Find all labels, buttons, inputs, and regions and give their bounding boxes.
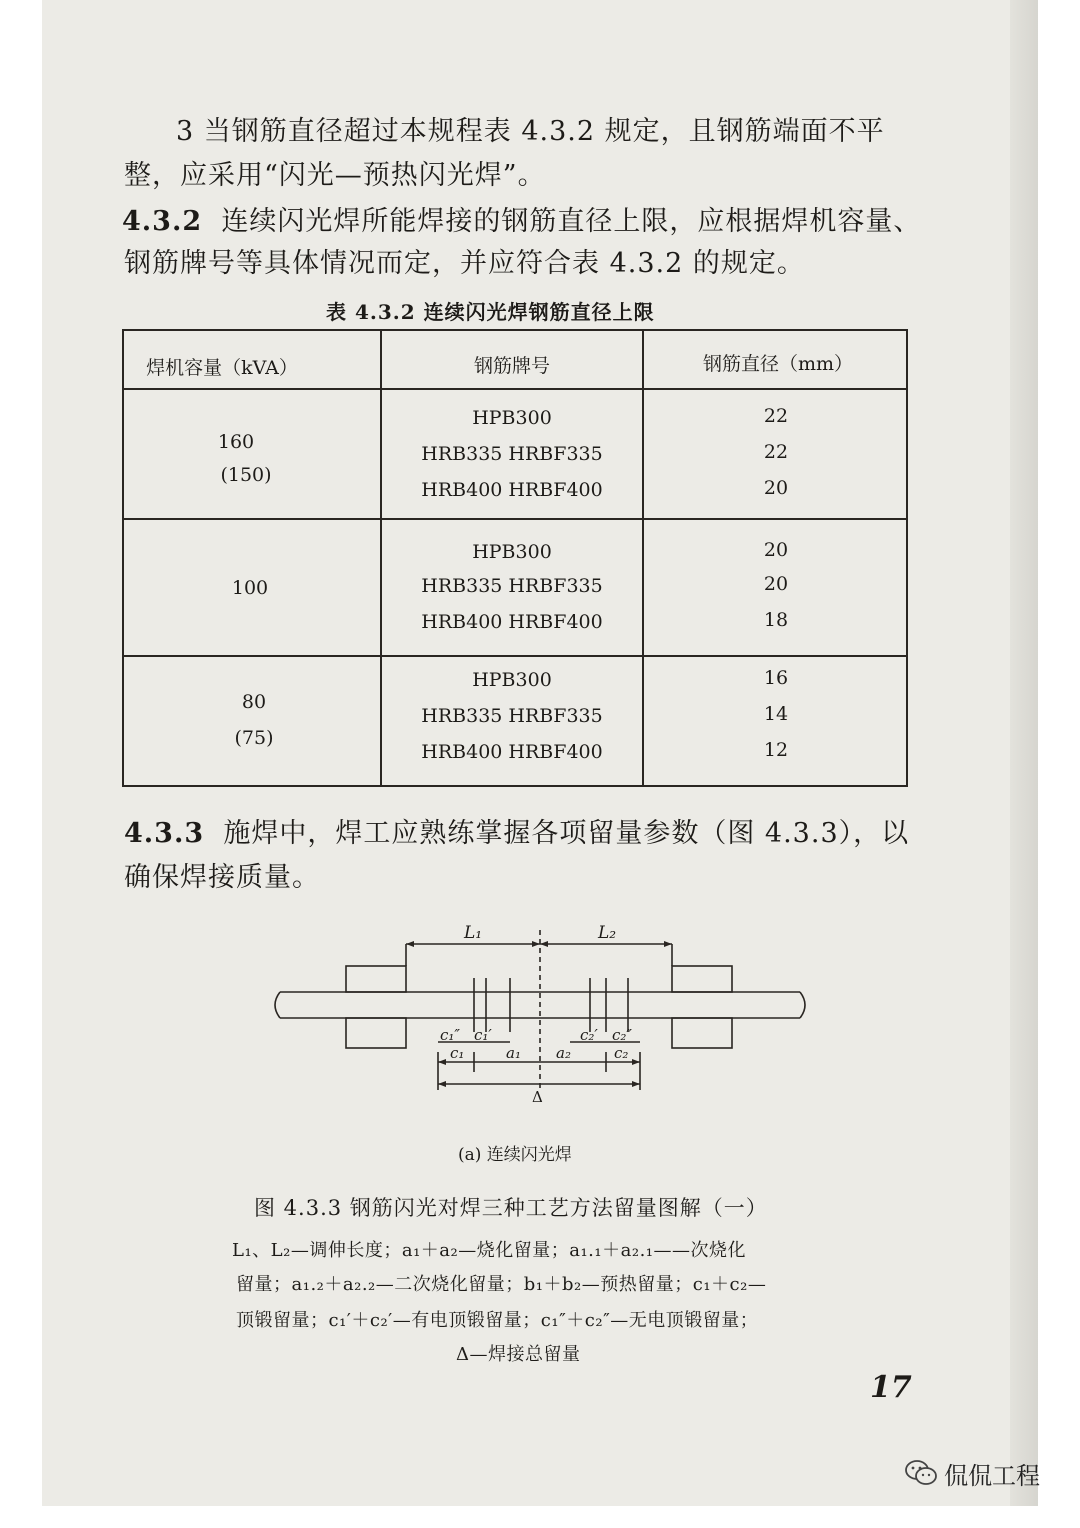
group-3-grade-1: HPB300	[472, 669, 552, 691]
table-caption: 表 4.3.2 连续闪光焊钢筋直径上限	[326, 300, 655, 324]
group-1-grade-3: HRB400 HRBF400	[421, 479, 603, 501]
label-L2: L₂	[598, 923, 617, 943]
table-group-divider-1	[124, 518, 906, 520]
group-3-dia-2: 14	[763, 703, 789, 725]
group-1-capacity-alt: (150)	[220, 464, 272, 486]
legend-line-2: 留量；a₁.₂＋a₂.₂—二次烧化留量；b₁＋b₂—预热留量；c₁＋c₂—	[236, 1274, 767, 1295]
left-clamp-top	[346, 966, 406, 992]
wechat-icon	[904, 1459, 938, 1487]
label-c2: c₂	[614, 1044, 629, 1062]
page-edge-shadow	[1010, 0, 1038, 1528]
group-1-dia-1: 22	[763, 405, 789, 427]
label-c2p: c₂′	[580, 1026, 598, 1044]
group-1-grade-2: HRB335 HRBF335	[421, 443, 603, 465]
label-delta: Δ	[532, 1088, 543, 1102]
header-grade: 钢筋牌号	[473, 355, 551, 377]
table-col-divider-2	[642, 331, 644, 785]
legend-line-1: L₁、L₂—调伸长度；a₁＋a₂—烧化留量；a₁.₁＋a₂.₁——次烧化	[232, 1240, 747, 1261]
group-2-grade-1: HPB300	[472, 541, 552, 563]
clause-3-line-2: 整，应采用“闪光—预热闪光焊”。	[124, 160, 546, 191]
table-group-divider-2	[124, 655, 906, 657]
watermark	[904, 1456, 1040, 1490]
section-4-3-2-line-2: 钢筋牌号等具体情况而定，并应符合表 4.3.2 的规定。	[124, 248, 805, 279]
table-col-divider-1	[380, 331, 382, 785]
section-4-3-2-number: 4.3.2	[122, 206, 203, 237]
label-L1: L₁	[464, 923, 483, 943]
group-3-dia-3: 12	[763, 739, 789, 761]
group-2-grade-3: HRB400 HRBF400	[421, 611, 603, 633]
figure-subcaption: (a) 连续闪光焊	[458, 1145, 572, 1165]
label-a2: a₂	[556, 1044, 571, 1062]
group-3-capacity: 80	[241, 691, 267, 713]
group-1-capacity: 160	[217, 431, 255, 453]
section-4-3-3-number: 4.3.3	[124, 818, 205, 849]
group-1-dia-3: 20	[763, 477, 789, 499]
scan-bottom-edge	[42, 1506, 1038, 1528]
group-2-dia-3: 18	[763, 609, 789, 631]
flash-butt-weld-diagram	[260, 912, 820, 1102]
group-1-grade-1: HPB300	[472, 407, 552, 429]
right-clamp-bottom	[672, 1018, 732, 1048]
legend-line-4: Δ—焊接总留量	[456, 1344, 581, 1365]
label-a1: a₁	[506, 1044, 521, 1062]
figure-title: 图 4.3.3 钢筋闪光对焊三种工艺方法留量图解（一）	[254, 1196, 768, 1220]
group-1-dia-2: 22	[763, 441, 789, 463]
section-4-3-3-line-1	[124, 814, 909, 854]
group-2-dia-2: 20	[763, 573, 789, 595]
group-2-grade-2: HRB335 HRBF335	[421, 575, 603, 597]
right-clamp-top	[672, 966, 732, 992]
group-2-dia-1: 20	[763, 539, 789, 561]
clause-3-line-1: 3 当钢筋直径超过本规程表 4.3.2 规定，且钢筋端面不平	[176, 116, 885, 147]
group-3-dia-1: 16	[763, 667, 789, 689]
watermark-text: 侃侃工程	[944, 1461, 1040, 1490]
group-3-grade-2: HRB335 HRBF335	[421, 705, 603, 727]
section-4-3-2-text: 连续闪光焊所能焊接的钢筋直径上限，应根据焊机容量、	[221, 206, 922, 237]
group-3-capacity-alt: (75)	[234, 727, 274, 749]
label-c2pp: c₂″	[612, 1026, 633, 1044]
group-3-grade-3: HRB400 HRBF400	[421, 741, 603, 763]
group-2-capacity: 100	[231, 577, 269, 599]
page-number: 17	[870, 1370, 912, 1405]
left-clamp-bottom	[346, 1018, 406, 1048]
label-c1pp: c₁″	[440, 1026, 461, 1044]
section-4-3-3-line-2: 确保焊接质量。	[124, 862, 320, 893]
section-4-3-2-line-1	[122, 202, 921, 242]
table-header-divider	[124, 388, 906, 390]
diameter-limit-table	[122, 329, 908, 787]
section-4-3-3-text: 施焊中，焊工应熟练掌握各项留量参数（图 4.3.3），以	[223, 818, 910, 849]
label-c1p: c₁′	[474, 1026, 492, 1044]
label-c1: c₁	[450, 1044, 465, 1062]
header-capacity: 焊机容量（kVA）	[146, 357, 298, 379]
legend-line-3: 顶锻留量；c₁′＋c₂′—有电顶锻留量；c₁″＋c₂″—无电顶锻留量；	[236, 1310, 759, 1331]
header-diameter: 钢筋直径（mm）	[702, 353, 854, 375]
